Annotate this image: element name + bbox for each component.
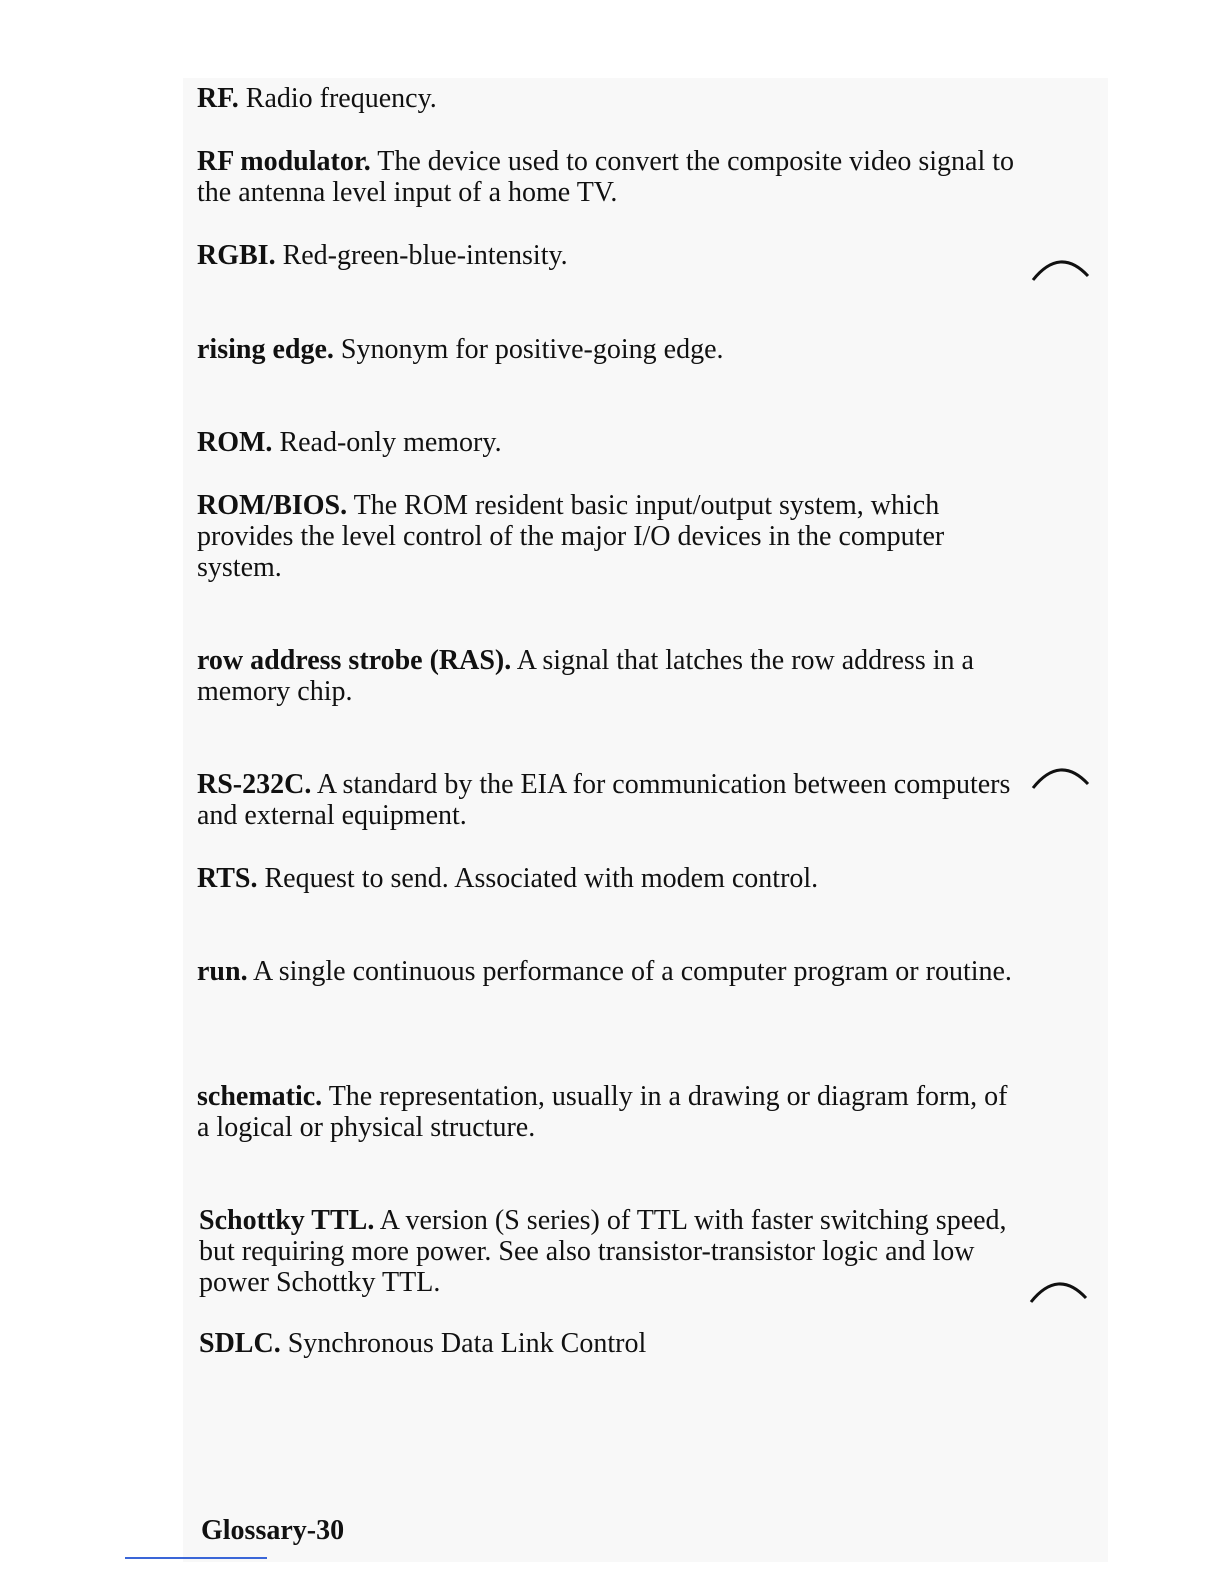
- glossary-entry-schottky-ttl: [199, 1205, 1019, 1298]
- binder-hole-mark-icon: [1028, 1272, 1090, 1306]
- glossary-entry-schematic: [197, 1081, 1017, 1143]
- glossary-term: ROM.: [197, 427, 273, 458]
- binder-hole-mark-icon: [1030, 758, 1092, 792]
- glossary-entry-rs-232c: [197, 769, 1017, 831]
- glossary-entry-rf: [197, 83, 1017, 114]
- glossary-term: RS-232C.: [197, 769, 312, 800]
- glossary-definition: A signal that latches the row address in a memory chip.: [197, 645, 974, 707]
- glossary-definition: The ROM resident basic input/output system, which provides the level control of the major I/O devices in the computer system.: [197, 490, 945, 583]
- glossary-definition: The representation, usually in a drawing or diagram form, of a logical or physical structure.: [197, 1081, 1008, 1143]
- glossary-definition: Read-only memory.: [279, 427, 502, 458]
- glossary-entry-rgbi: [197, 240, 1017, 271]
- glossary-term: schematic.: [197, 1081, 323, 1112]
- glossary-entry-rf-modulator: [197, 146, 1017, 208]
- glossary-entry-sdlc: [199, 1328, 1019, 1359]
- glossary-definition: Radio frequency.: [245, 83, 437, 114]
- glossary-term: RTS.: [197, 863, 258, 894]
- glossary-term: row address strobe (RAS).: [197, 645, 512, 676]
- glossary-entry-rising-edge: [197, 334, 1017, 365]
- binder-hole-mark-icon: [1030, 250, 1092, 284]
- glossary-term: SDLC.: [199, 1328, 281, 1359]
- glossary-definition: Synchronous Data Link Control: [287, 1328, 647, 1359]
- glossary-definition: A standard by the EIA for communication between computers and external equipment.: [197, 769, 1011, 831]
- page-number: Glossary-30: [201, 1515, 345, 1546]
- glossary-definition: The device used to convert the composite video signal to the antenna level input of a home TV.: [197, 146, 1015, 208]
- glossary-term: RF modulator.: [197, 146, 371, 177]
- glossary-definition: A single continuous performance of a computer program or routine.: [253, 956, 1012, 987]
- glossary-term: run.: [197, 956, 248, 987]
- glossary-definition: Request to send. Associated with modem control.: [264, 863, 819, 894]
- glossary-term: Schottky TTL.: [199, 1205, 375, 1236]
- glossary-term: ROM/BIOS.: [197, 490, 348, 521]
- glossary-entry-rom-bios: [197, 490, 1017, 583]
- glossary-definition: Synonym for positive-going edge.: [340, 334, 724, 365]
- glossary-entry-row-address-strobe: [197, 645, 1017, 707]
- glossary-entry-run: [197, 956, 1017, 987]
- glossary-definition: Red-green-blue-intensity.: [282, 240, 568, 271]
- glossary-term: RGBI.: [197, 240, 276, 271]
- glossary-entry-rom: [197, 427, 1017, 458]
- glossary-entry-rts: [197, 863, 1017, 894]
- glossary-term: rising edge.: [197, 334, 334, 365]
- glossary-term: RF.: [197, 83, 239, 114]
- glossary-definition: A version (S series) of TTL with faster switching speed, but requiring more power. See also transistor-transistor logic and low power Schottky TTL.: [199, 1205, 1007, 1298]
- footer-rule: [125, 1557, 267, 1559]
